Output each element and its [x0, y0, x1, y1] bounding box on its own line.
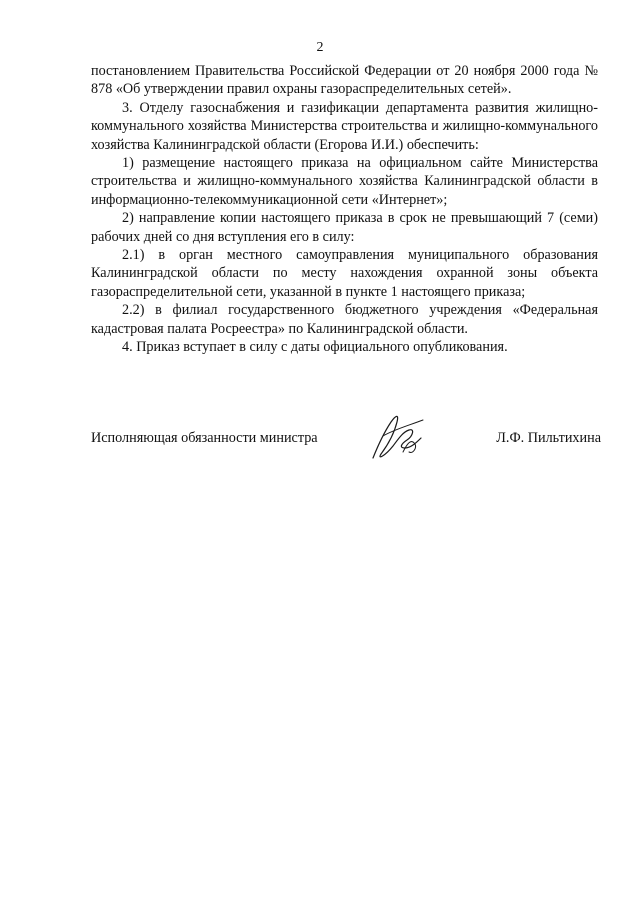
signature-block — [91, 420, 601, 470]
page-number: 2 — [316, 40, 324, 55]
signer-name: Л.Ф. Пильтихина — [496, 430, 601, 446]
handwritten-signature-icon — [363, 408, 431, 464]
paragraph-item-3-2-2: 2.2) в филиал государственного бюджетного учреждения «Федеральная кадастровая палата Росреестра» по Калининградской области. — [91, 302, 598, 337]
paragraph-item-3: 3. Отделу газоснабжения и газификации департамента развития жилищно-коммунального хозяйства Министерства строительства и жилищно-коммунального хозяйства Калининградской области (Егорова И.И.) обеспечить: — [91, 99, 598, 153]
document-body — [91, 62, 598, 357]
paragraph-item-4: 4. Приказ вступает в силу с даты официального опубликования. — [122, 339, 508, 356]
signer-title: Исполняющая обязанности министра — [91, 430, 318, 446]
paragraph-continuation: постановлением Правительства Российской Федерации от 20 ноября 2000 года № 878 «Об утверждении правил охраны газораспределительных сетей». — [91, 63, 598, 98]
paragraph-item-3-1: 1) размещение настоящего приказа на официальном сайте Министерства строительства и жилищно-коммунального хозяйства Калининградской области в информационно-телекоммуникационной сети «Интернет»; — [91, 155, 598, 208]
paragraph-item-3-2: 2) направление копии настоящего приказа в срок не превышающий 7 (семи) рабочих дней со дня вступления его в силу: — [91, 210, 598, 245]
paragraph-item-3-2-1: 2.1) в орган местного самоуправления муниципального образования Калининградской области по месту нахождения охранной зоны объекта газораспределительной сети, указанной в пункте 1 настоящего приказа; — [91, 247, 598, 300]
